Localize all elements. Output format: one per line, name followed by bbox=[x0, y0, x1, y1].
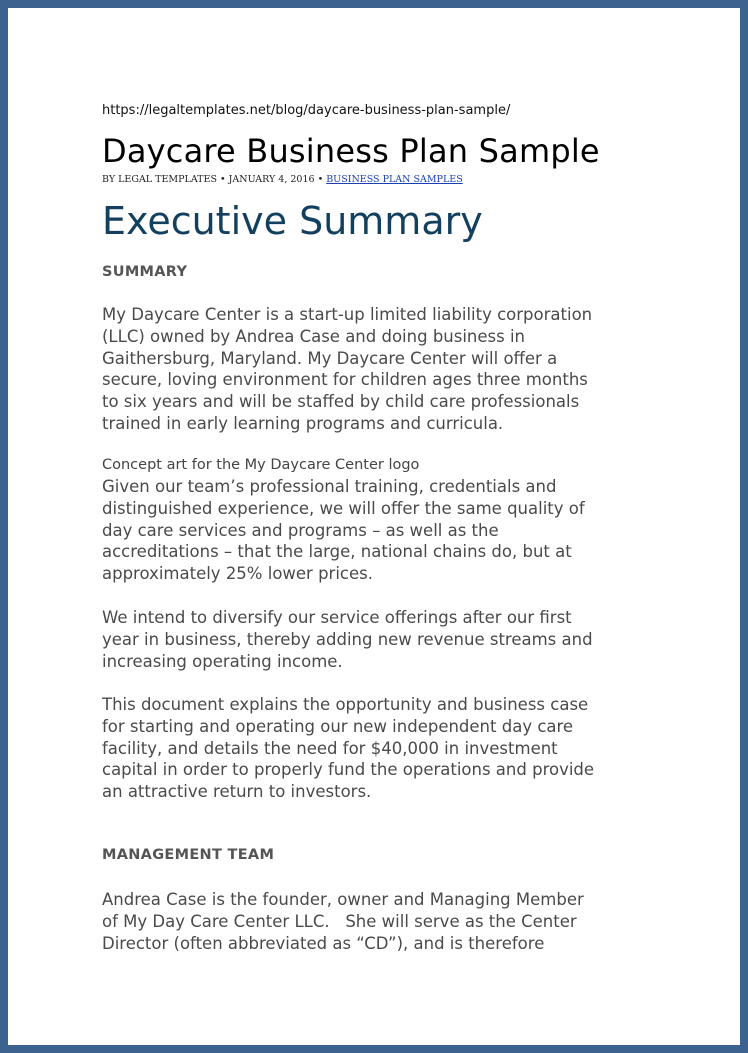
byline-text: BY LEGAL TEMPLATES • JANUARY 4, 2016 • bbox=[102, 174, 327, 185]
paragraph-line: day care services and programs – as well as the bbox=[102, 520, 499, 540]
section-heading: Executive Summary bbox=[102, 199, 483, 243]
paragraph-line: Gaithersburg, Maryland. My Daycare Center will offer a bbox=[102, 348, 558, 368]
management-label: MANAGEMENT TEAM bbox=[102, 847, 275, 863]
summary-label: SUMMARY bbox=[102, 264, 188, 280]
paragraph-line: capital in order to properly fund the operations and provide bbox=[102, 760, 595, 780]
paragraph-line: My Daycare Center is a start-up limited liability corporation bbox=[102, 305, 593, 324]
investment-paragraph bbox=[102, 694, 662, 803]
management-paragraph bbox=[102, 889, 662, 954]
paragraph-line: This document explains the opportunity and business case bbox=[102, 695, 589, 714]
summary-paragraph bbox=[102, 304, 662, 435]
training-paragraph bbox=[102, 476, 662, 585]
paragraph-line: secure, loving environment for children ages three months bbox=[102, 370, 588, 390]
paragraph-line: to six years and will be staffed by child care professionals bbox=[102, 392, 580, 412]
paragraph-line: increasing operating income. bbox=[102, 651, 343, 671]
source-url: https://legaltemplates.net/blog/daycare-business-plan-sample/ bbox=[102, 103, 511, 118]
paragraph-line: accreditations – that the large, national chains do, but at bbox=[102, 542, 572, 562]
diversify-paragraph bbox=[102, 607, 662, 672]
paragraph-line: year in business, thereby adding new revenue streams and bbox=[102, 629, 593, 649]
byline bbox=[102, 174, 463, 185]
paragraph-line: trained in early learning programs and curricula. bbox=[102, 413, 504, 433]
image-caption: Concept art for the My Daycare Center logo bbox=[102, 457, 420, 473]
document-title: Daycare Business Plan Sample bbox=[102, 132, 600, 170]
paragraph-line: approximately 25% lower prices. bbox=[102, 564, 373, 584]
paragraph-line: an attractive return to investors. bbox=[102, 782, 372, 802]
paragraph-line: Andrea Case is the founder, owner and Managing Member bbox=[102, 890, 584, 909]
category-link[interactable]: BUSINESS PLAN SAMPLES bbox=[326, 174, 463, 185]
paragraph-line: Director (often abbreviated as “CD”), and is therefore bbox=[102, 933, 545, 953]
paragraph-line: of My Day Care Center LLC. She will serve as the Center bbox=[102, 911, 577, 931]
paragraph-line: for starting and operating our new independent day care bbox=[102, 716, 574, 736]
paragraph-line: We intend to diversify our service offerings after our first bbox=[102, 608, 572, 627]
paragraph-line: facility, and details the need for $40,000 in investment bbox=[102, 738, 558, 758]
paragraph-line: Given our team’s professional training, credentials and bbox=[102, 477, 557, 496]
paragraph-line: (LLC) owned by Andrea Case and doing business in bbox=[102, 326, 526, 346]
paragraph-line: distinguished experience, we will offer the same quality of bbox=[102, 498, 585, 518]
